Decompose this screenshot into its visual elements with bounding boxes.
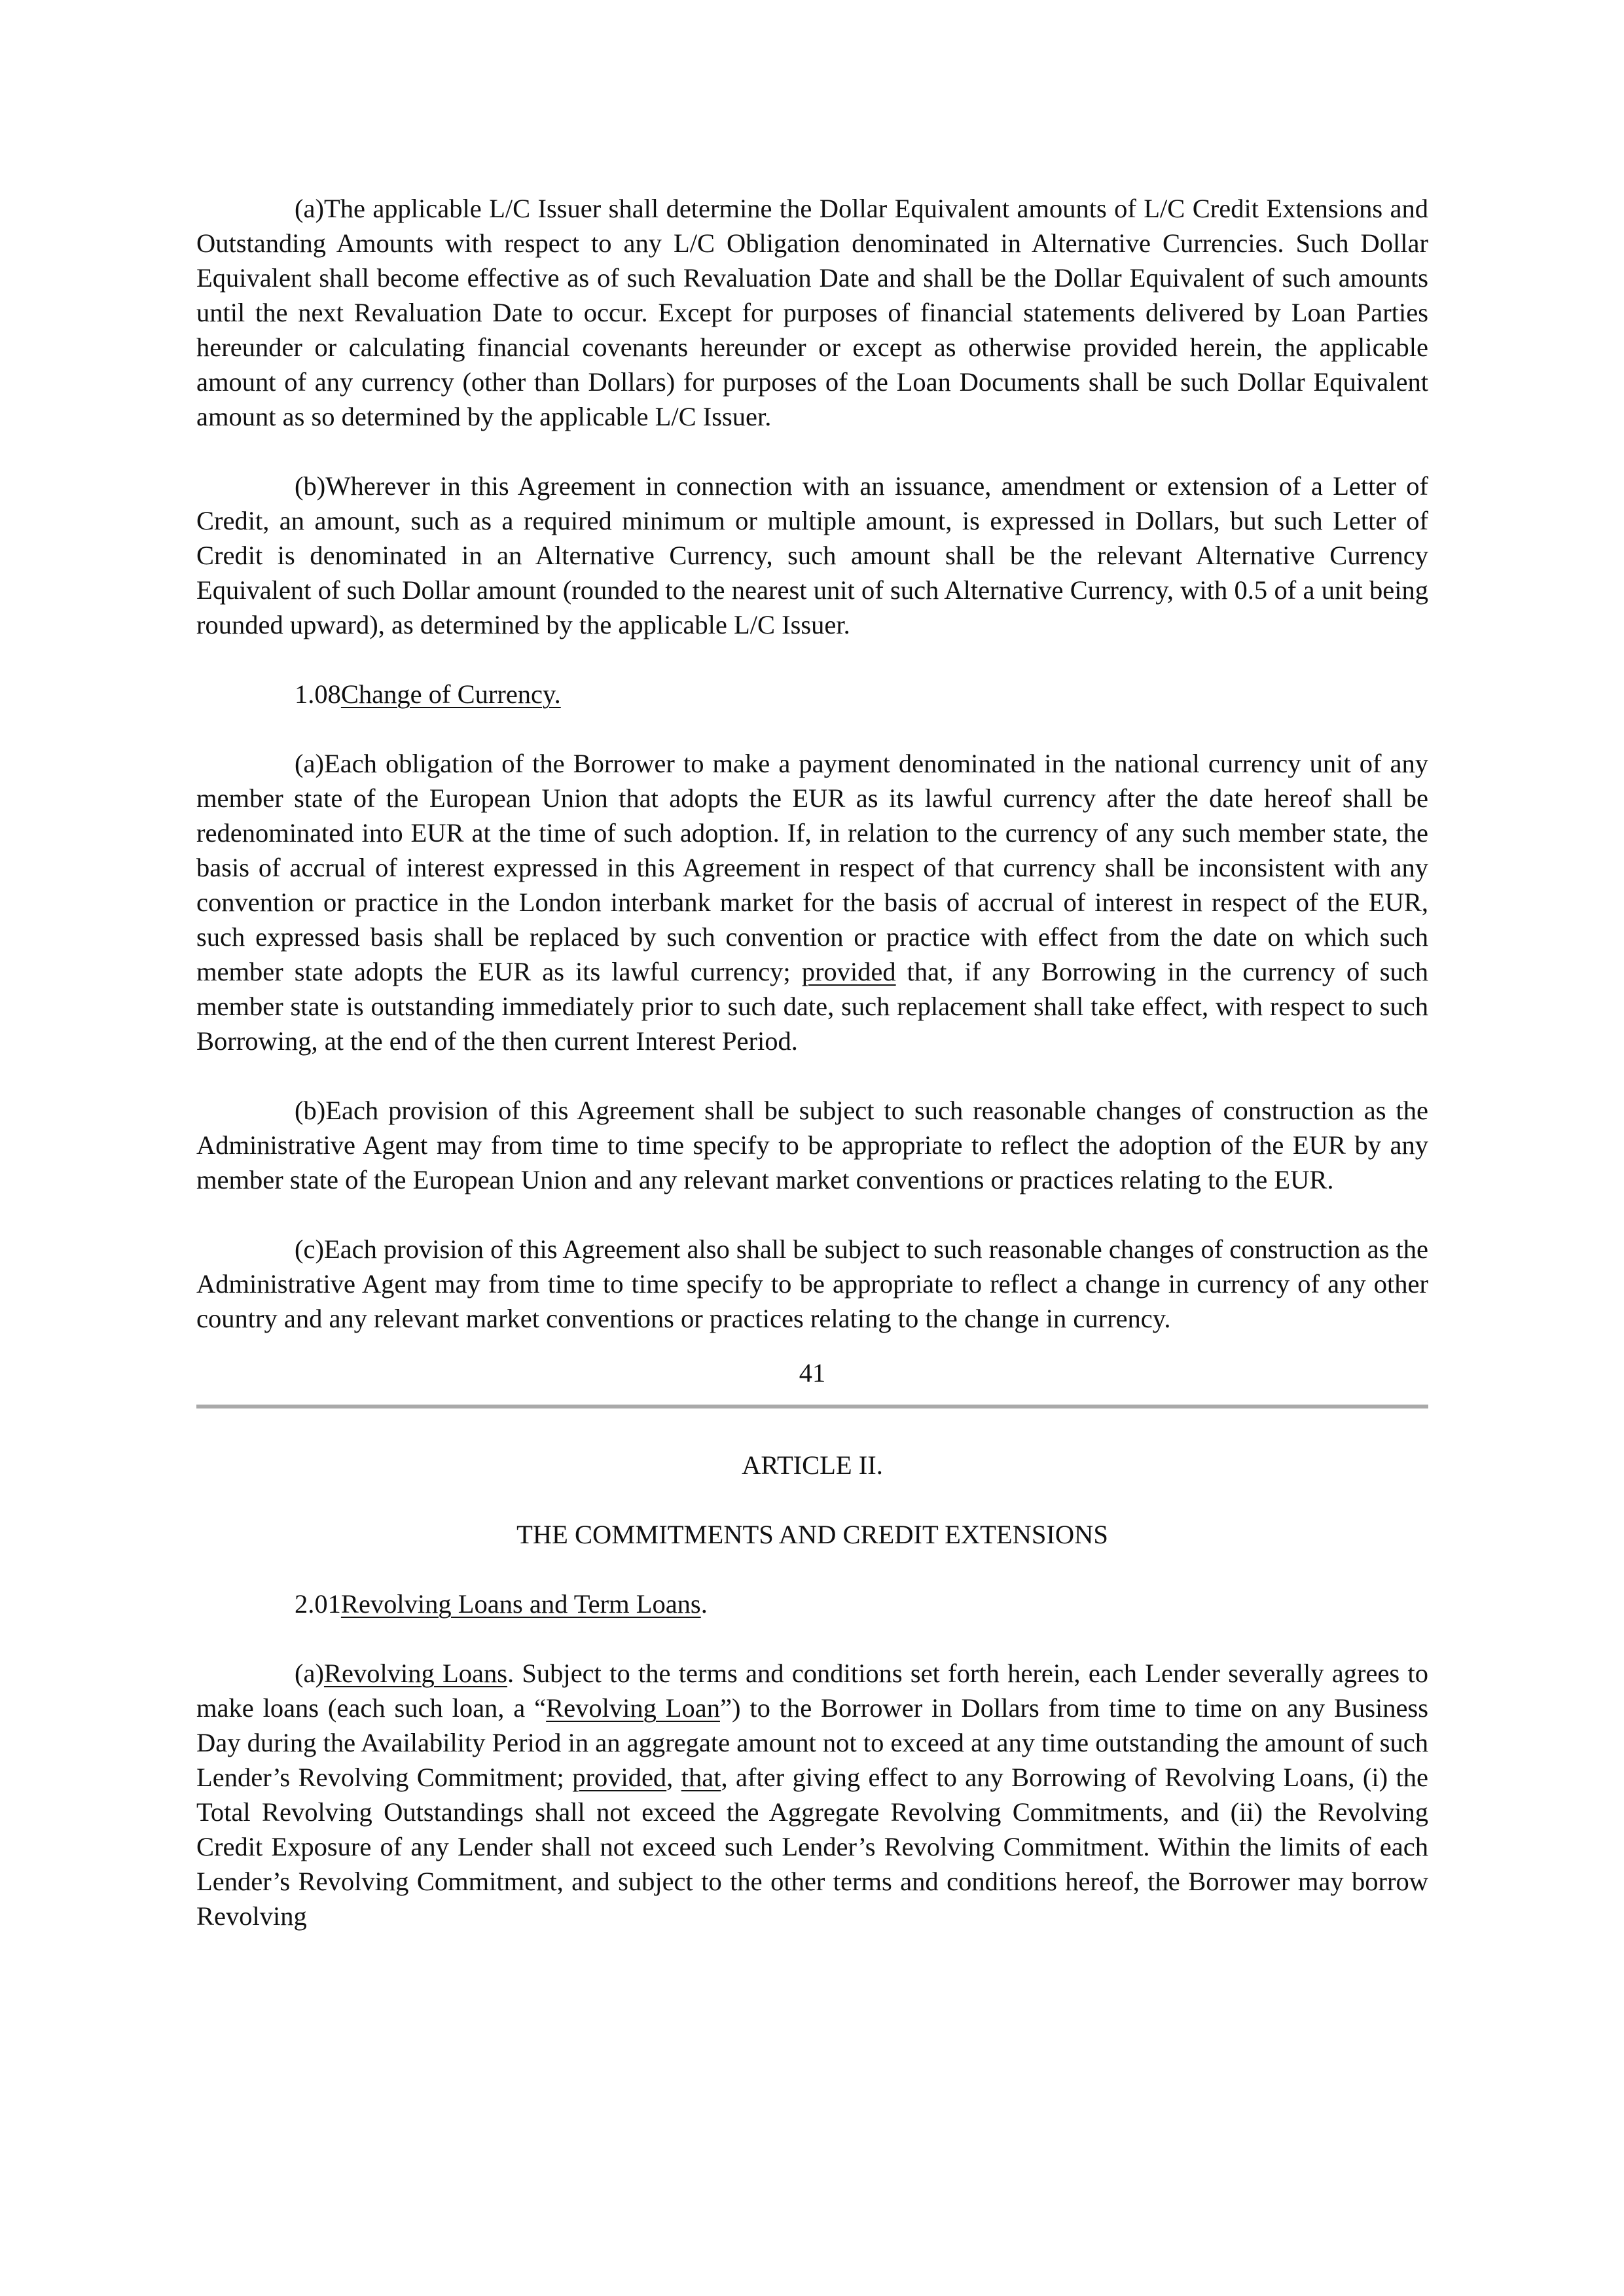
page-number: 41 [799, 1358, 826, 1388]
article-heading: ARTICLE II. [742, 1450, 883, 1480]
document-body [196, 191, 1428, 1968]
section-1-07-paragraph-b: (b)Wherever in this Agreement in connection with an issuance, amendment or extension of a Letter of Credit, an amount, such as a required minimum or multiple amount, is expressed in Dollars, but such Letter of Credit is denominated in an Alternative Currency, such amount shall be the relevant Alternative Currency Equivalent of such Dollar amount (rounded to the nearest unit of such Alternative Currency, with 0.5 of a unit being rounded upward), as determined by the applicable L/C Issuer. [196, 471, 1428, 639]
that-term: that [681, 1763, 721, 1792]
section-1-08-paragraph-c: (c)Each provision of this Agreement also shall be subject to such reasonable changes of construction as the Administrative Agent may from time to time specify to be appropriate to reflect a change in currency of any other country and any relevant market conventions or practices relating to the change in currency. [196, 1234, 1428, 1333]
section-1-08-paragraph-a [196, 746, 1428, 1058]
paragraph-heading: Revolving Loans [323, 1659, 507, 1688]
section-number: 2.01 [295, 1589, 341, 1619]
defined-term: Revolving Loan [546, 1693, 720, 1723]
section-2-01-paragraph-a [196, 1656, 1428, 1933]
section-1-07-paragraph-a: (a)The applicable L/C Issuer shall determine the Dollar Equivalent amounts of L/C Credit Extensions and Outstanding Amounts with respect to any L/C Obligation denominated in Alternative Currencies. Such Dollar Equivalent shall become effective as of such Revaluation Date and shall be the Dollar Equivalent of such amounts until the next Revaluation Date to occur. Except for purposes of financial statements delivered by Loan Parties hereunder or calculating financial covenants hereunder or except as otherwise provided herein, the applicable amount of any currency (other than Dollars) for purposes of the Loan Documents shall be such Dollar Equivalent amount as so determined by the applicable L/C Issuer. [196, 194, 1428, 431]
paragraph-text: ”) to the Borrower in Dollars from time to time on any Business Day during the Availability Period in an aggregate amount not to exceed at any time outstanding the amount of such Lender’s Revolving Commitment; [196, 1693, 1429, 1792]
section-title: Change of Currency. [340, 679, 561, 709]
section-number: 1.08 [295, 679, 341, 709]
paragraph-label: (a) [295, 1659, 324, 1688]
paragraph-text: (a)Each obligation of the Borrower to make a payment denominated in the national currency unit of any member state of the European Union that adopts the EUR as its lawful currency after the date hereof shall be redenominated into EUR at the time of such adoption. If, in relation to the currency of any such member state, the basis of accrual of interest expressed in this Agreement in respect of that currency shall be inconsistent with any convention or practice in the London interbank market for the basis of accrual of interest in respect of the EUR, such expressed basis shall be replaced by such convention or practice with effect from the date on which such member state adopts the EUR as its lawful currency; [196, 749, 1428, 986]
section-1-08-heading [196, 677, 1428, 711]
paragraph-text: that, if any Borrowing in the currency of such member state is outstanding immediately prior to such date, such replacement shall take effect, with respect to such Borrowing, at the end of the then current Interest Period. [196, 957, 1428, 1056]
section-1-08-paragraph-b: (b)Each provision of this Agreement shall be subject to such reasonable changes of construction as the Administrative Agent may from time to time specify to be appropriate to reflect the adoption of the EUR by any member state of the European Union and any relevant market conventions or practices relating to the EUR. [196, 1096, 1428, 1194]
page-break-divider [196, 1405, 1428, 1408]
paragraph-text: , after giving effect to any Borrowing of Revolving Loans, (i) the Total Revolving Outstandings shall not exceed the Aggregate Revolving Commitments, and (ii) the Revolving Credit Exposure of any Lender shall not exceed such Lender’s Revolving Commitment. Within the limits of each Lender’s Revolving Commitment, and subject to the other terms and conditions hereof, the Borrower may borrow Revolving [196, 1763, 1429, 1931]
paragraph-text: , [666, 1763, 681, 1792]
paragraph-text: . Subject to the terms and conditions set forth herein, each Lender severally agrees to make loans (each such loan, a “ [196, 1659, 1428, 1723]
section-2-01-heading [196, 1587, 1428, 1621]
provided-term: provided [801, 957, 896, 986]
article-title: THE COMMITMENTS AND CREDIT EXTENSIONS [516, 1520, 1108, 1549]
provided-term: provided [572, 1763, 667, 1792]
section-title: Revolving Loans and Term Loans [340, 1589, 701, 1619]
section-title-suffix: . [700, 1589, 708, 1619]
